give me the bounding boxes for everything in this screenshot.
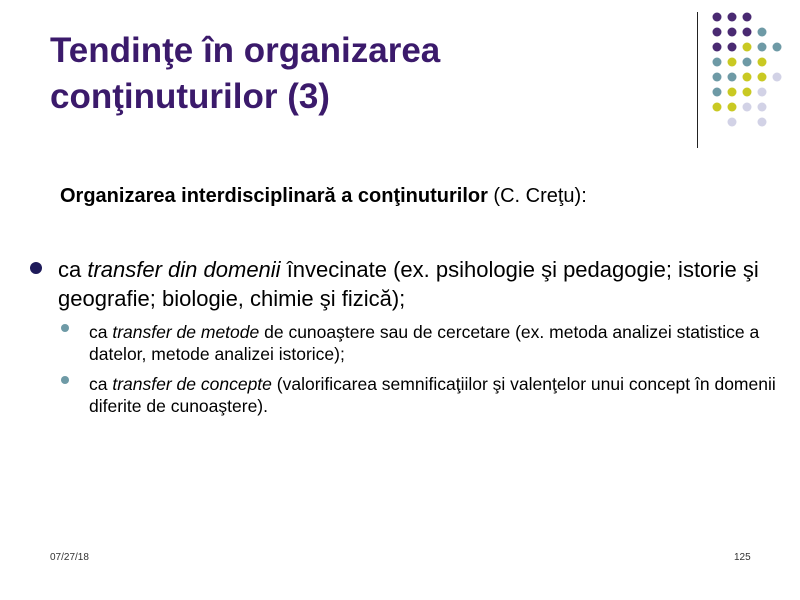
intro-rest-text: (C. Creţu): (487, 185, 587, 207)
sub-bullet-dot-icon (61, 376, 69, 384)
dot (743, 103, 752, 112)
decorative-dot-grid (705, 10, 795, 130)
dot (743, 13, 752, 22)
dot (758, 103, 767, 112)
dot (758, 88, 767, 97)
dot (728, 28, 737, 37)
dot (713, 13, 722, 22)
sub-bullet-text-b: de cunoaştere sau de cercetare (ex. metoda analizei statistice a datelor, metode analizei istorice); (89, 322, 760, 364)
sub-bullet-dot-icon (61, 324, 69, 332)
dot (743, 58, 752, 67)
dot (758, 58, 767, 67)
footer-date: 07/27/18 (50, 552, 89, 563)
dot (713, 103, 722, 112)
dot (773, 73, 782, 82)
dot (743, 43, 752, 52)
bullet-item (58, 255, 773, 313)
footer-page-number: 125 (734, 552, 751, 563)
intro-line (60, 182, 780, 210)
dot (743, 28, 752, 37)
dot (728, 103, 737, 112)
dot (728, 13, 737, 22)
dot (728, 43, 737, 52)
bullet-text-b: învecinate (ex. psihologie şi pedagogie; istorie şi geografie; biologie, chimie şi fizică); (58, 257, 759, 311)
dot (773, 43, 782, 52)
sub-bullet-text-b: (valorificarea semnificaţiilor şi valenţelor unui concept în domenii diferite de cunoaştere). (89, 374, 776, 416)
dot (743, 73, 752, 82)
dot (758, 28, 767, 37)
dot (713, 73, 722, 82)
bullet-text-italic: transfer din domenii (87, 257, 281, 282)
bullet-text-a: ca (58, 257, 88, 282)
dot (758, 118, 767, 127)
dot (713, 88, 722, 97)
dot (728, 118, 737, 127)
sub-bullet-text-a: ca (89, 322, 113, 342)
slide-title-line-1: Tendinţe în organizarea (50, 31, 441, 70)
sub-bullet-text-a: ca (89, 374, 113, 394)
sub-bullet-text-italic: transfer de metode (112, 322, 260, 342)
sub-bullet-item (89, 321, 779, 365)
dot (743, 88, 752, 97)
intro-bold-text: Organizarea interdisciplinară a conţinuturilor (60, 185, 488, 207)
sub-bullet-item (89, 373, 779, 417)
dot (713, 58, 722, 67)
dot (728, 73, 737, 82)
dot (728, 88, 737, 97)
slide-title (50, 28, 670, 120)
dot (713, 43, 722, 52)
dot (758, 43, 767, 52)
sub-bullet-text-italic: transfer de concepte (112, 374, 272, 394)
bullet-dot-icon (30, 262, 42, 274)
dot (713, 28, 722, 37)
slide-title-line-2: conţinuturilor (3) (50, 77, 330, 116)
decorative-vertical-line (697, 12, 698, 148)
dot (758, 73, 767, 82)
dot (728, 58, 737, 67)
